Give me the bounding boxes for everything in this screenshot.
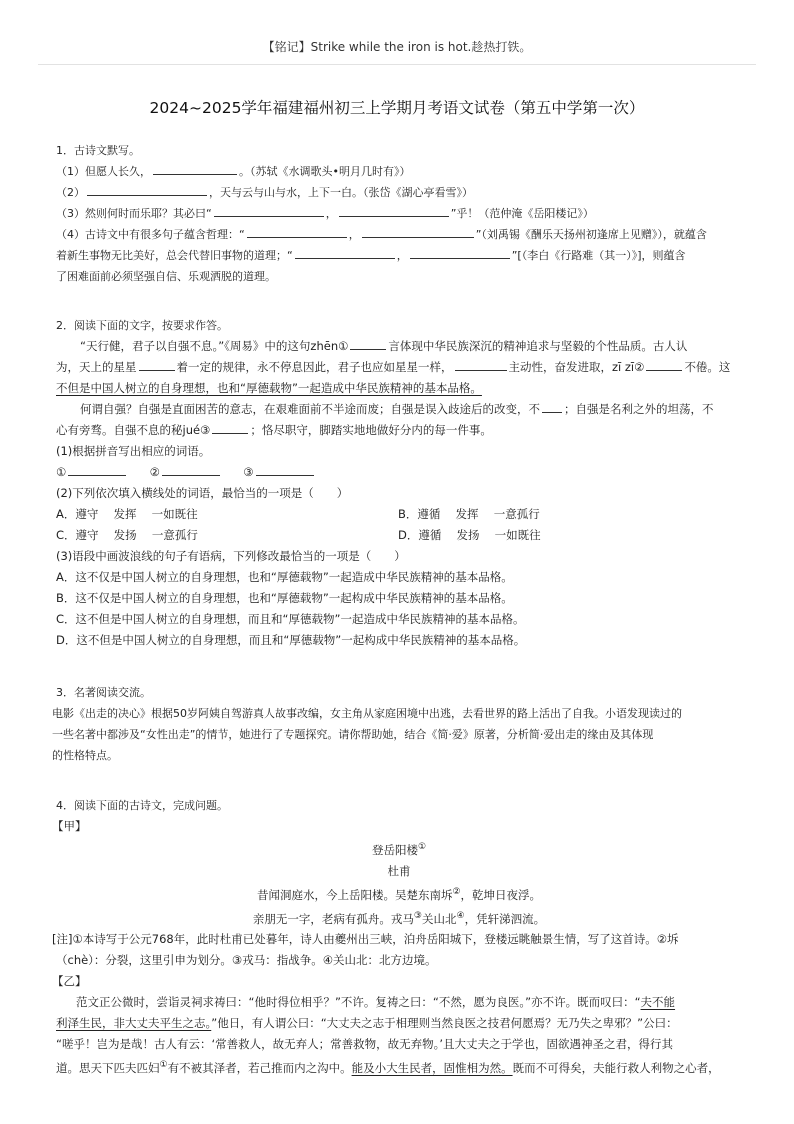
wavy-underlined-sentence: 不但是中国人树立的自身理想，也和“厚德载物”一起造成中华民族精神的基本品格。 [56,381,482,395]
option-row [56,525,742,546]
q1-line-1: （1）但愿人长久， 。（苏轼《水调歌头•明月几时有》） [56,161,742,182]
section-yi-label: 【乙】 [52,974,87,989]
answer-blank[interactable] [153,161,237,175]
answer-blank[interactable] [214,203,324,217]
answer-blank[interactable] [212,420,248,434]
option-b[interactable]: B．这不仅是中国人树立的自身理想，也和“厚德载物”一起构成中华民族精神的基本品格。 [56,591,513,605]
option-a[interactable]: A．遵守 发挥 一如既往 [56,507,198,521]
question-1-heading: 1．古诗文默写。 [56,144,140,157]
question-3-heading: 3．名著阅读交流。 [56,686,151,699]
option-row [56,504,742,525]
answer-blank[interactable] [87,182,207,196]
prose-line: 利泽生民，非大丈夫平生之志。”他日，有人谓公曰：“大丈夫之志于相理则当然良医之技君何愿焉？无乃失之卑邪？”公曰： [56,1016,678,1031]
option-c[interactable]: C．这不但是中国人树立的自身理想，而且和“厚德载物”一起造成中华民族精神的基本品格。 [56,612,525,626]
answer-blank[interactable] [247,224,347,238]
question-1 [56,140,742,287]
exam-content [52,140,742,1079]
q3-text-line: 电影《出走的决心》根据50岁阿姨自驾游真人故事改编，女主角从家庭困境中出逃，去看世界的路上活出了自我。小语发现读过的 [52,707,682,720]
option-d[interactable]: D．遵循 发扬 一如既往 [398,528,541,542]
q1-line-3: （3）然则何时而乐耶？其必曰“ ， ”乎！（范仲淹《岳阳楼记》） [56,203,742,224]
q2-paragraph-line: “天行健，君子以自强不息。”《周易》中的这句zhēn① 言体现中华民族深沉的精神追求与坚毅的个性品质。古人认 [56,336,742,357]
answer-blank[interactable] [139,357,175,371]
option-b[interactable]: B．遵循 发挥 一意孤行 [398,507,540,521]
question-3 [52,682,742,766]
poem-line-1: 昔闻洞庭水，今上岳阳楼。吴楚东南坼②，乾坤日夜浮。 [256,886,542,902]
answer-blank[interactable] [646,357,682,371]
prose-line: 道。思天下匹夫匹妇①有不被其泽者，若己推而内之沟中。能及小大生民者，固惟相为然。既而不可得矣，夫能行救人利物之心者， [56,1060,720,1076]
q3-text-line: 一些名著中都涉及“女性出走”的情节，她进行了专题探究。请你帮助她，结合《简·爱》原著，分析简·爱出走的缘由及其体现 [52,728,654,741]
q2-subquestion-1-blanks: ① ② ③ [56,462,742,483]
answer-blank[interactable] [339,203,449,217]
q2-paragraph-line: 心有旁骛。自强不息的秘jué③ ；恪尽职守，脚踏实地地做好分内的每一件事。 [56,420,742,441]
question-2-heading: 2．阅读下面的文字，按要求作答。 [56,319,228,332]
answer-blank[interactable] [162,462,220,476]
answer-blank[interactable] [256,462,314,476]
poem-line-2: 亲朋无一字，老病有孤舟。戎马③关山北④，凭轩涕泗流。 [252,910,546,926]
question-4 [52,795,742,1079]
poem-note-line: [注]①本诗写于公元768年，此时杜甫已处暮年，诗人由夔州出三峡，泊舟岳阳城下，登楼远眺触景生情，写了这首诗。②坼 [52,932,679,947]
q1-line-2: （2） ，天与云与山与水，上下一白。（张岱《湖心亭看雪》） [56,182,742,203]
answer-blank[interactable] [455,357,507,371]
answer-blank[interactable] [350,336,386,350]
poem-author: 杜甫 [387,863,411,878]
answer-blank[interactable] [362,224,474,238]
q2-paragraph-line: 为，天上的星星 着一定的规律，永不停息因此，君子也应如星星一样， 主动性，奋发进取，zī zī② 不倦。这 [56,357,742,378]
q2-subquestion-2: (2)下列依次填入横线处的词语，最恰当的一项是（ ） [56,486,349,500]
q1-line-6: 了困难面前必须坚强自信、乐观洒脱的道理。 [56,270,276,283]
header-divider [38,64,756,65]
q2-paragraph-line: 何谓自强？自强是直面困苦的意志，在艰难面前不半途而废；自强是误入歧途后的改变，不 ；自强是名利之外的坦荡，不 [56,399,742,420]
question-4-heading: 4．阅读下面的古诗文，完成问题。 [56,799,228,812]
prose-line: “嗟乎！岂为是哉！古人有云：‘常善救人，故无弃人；常善救物，故无弃物。’且大丈夫之于学也，固欲遇神圣之君，得行其 [56,1037,674,1052]
option-c[interactable]: C．遵守 发扬 一意孤行 [56,528,198,542]
q2-subquestion-1: (1)根据拼音写出相应的词语。 [56,444,211,458]
answer-blank[interactable] [295,245,395,259]
poem-note-line: （chè）：分裂，这里引申为划分。③戎马：指战争。④关山北：北方边境。 [56,953,437,968]
prose-line: 范文正公微时，尝诣灵祠求祷曰：“他时得位相乎？”不许。复祷之曰：“不然，愿为良医。”亦不许。既而叹曰：“夫不能 [76,995,676,1010]
page-title: 2024~2025学年福建福州初三上学期月考语文试卷（第五中学第一次） [149,99,645,117]
answer-blank[interactable] [410,245,510,259]
section-jia-label: 【甲】 [52,819,87,833]
question-2 [56,315,742,651]
motto-header: 【铭记】Strike while the iron is hot.趁热打铁。 [262,40,532,54]
q1-line-4: （4）古诗文中有很多句子蕴含哲理：“ ， ”（刘禹锡《酬乐天扬州初逢席上见赠》），就蕴含 [56,224,742,245]
q1-line-5: 着新生事物无比美好，总会代替旧事物的道理；“ ， ”[（李白《行路难（其一）》]，则蕴含 [56,245,742,266]
poem-title: 登岳阳楼① [371,842,427,857]
q2-subquestion-3: (3)语段中画波浪线的句子有语病，下列修改最恰当的一项是（ ） [56,549,406,563]
answer-blank[interactable] [542,399,562,413]
answer-blank[interactable] [68,462,126,476]
option-a[interactable]: A．这不仅是中国人树立的自身理想，也和“厚德载物”一起造成中华民族精神的基本品格。 [56,570,513,584]
q3-text-line: 的性格特点。 [52,749,118,762]
option-d[interactable]: D．这不但是中国人树立的自身理想，而且和“厚德载物”一起构成中华民族精神的基本品格。 [56,633,526,647]
